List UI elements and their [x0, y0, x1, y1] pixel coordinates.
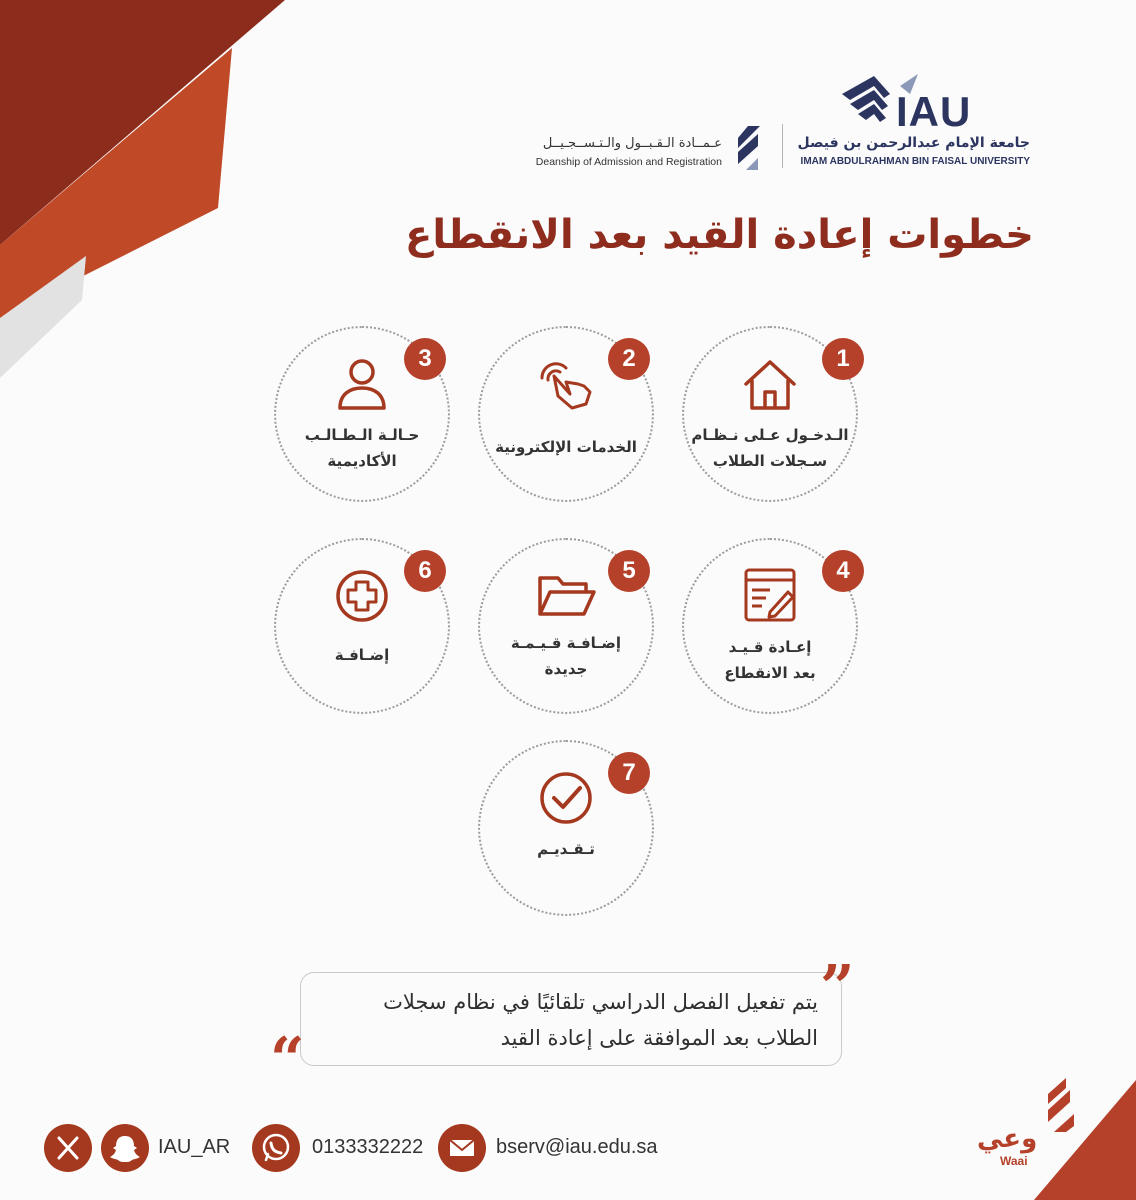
step-1 — [682, 326, 858, 502]
step-5 — [478, 538, 654, 714]
note-text — [298, 984, 818, 1056]
quote-close-icon: “ — [270, 1025, 305, 1095]
snapchat-icon[interactable] — [101, 1124, 149, 1172]
email-address[interactable]: bserv@iau.edu.sa — [496, 1136, 658, 1158]
step-label-line2: الأكاديمية — [327, 452, 397, 470]
check-circle-icon — [536, 770, 596, 826]
phone-number[interactable]: 0133332222 — [312, 1136, 424, 1158]
step-label-line2: جديدة — [544, 660, 588, 678]
step-label-line1: تـقـديـم — [537, 840, 595, 858]
step-number-badge: 6 — [404, 550, 446, 592]
iau-logo-text: IAU — [896, 88, 972, 135]
step-label-line1: إضـافـة قـيـمـة — [510, 634, 622, 652]
x-social-icon[interactable] — [44, 1124, 92, 1172]
step-label-line1: الخدمات الإلكترونية — [495, 438, 637, 456]
step-number-badge: 2 — [608, 338, 650, 380]
tap-hand-icon — [536, 356, 596, 412]
social-handle[interactable]: IAU_AR — [158, 1136, 231, 1158]
home-icon — [740, 356, 800, 412]
note-line-2: الطلاب بعد الموافقة على إعادة القيد — [500, 1026, 818, 1050]
whatsapp-icon[interactable] — [252, 1124, 300, 1172]
step-number-badge: 1 — [822, 338, 864, 380]
header-logos — [500, 60, 1040, 180]
logo-divider — [782, 124, 783, 168]
step-label-line1: إعـادة قـيـد — [728, 638, 812, 656]
deanship-name-ar: عـمــادة الـقـبــول والـتـســجـيــل — [542, 136, 722, 151]
note-line-1: يتم تفعيل الفصل الدراسي تلقائيًا في نظام سجلات — [383, 990, 818, 1014]
brand-name-ar: وعي — [977, 1124, 1038, 1154]
step-6 — [274, 538, 450, 714]
step-number-badge: 4 — [822, 550, 864, 592]
email-icon[interactable] — [438, 1124, 486, 1172]
deanship-name-en: Deanship of Admission and Registration — [535, 156, 722, 168]
folder-icon — [536, 568, 596, 624]
step-label-line2: بعد الانقطاع — [724, 664, 816, 682]
step-label-line1: الـدخـول عـلى نـظـام — [691, 426, 849, 444]
page-title: خطوات إعادة القيد بعد الانقطاع — [405, 212, 1034, 258]
waai-logo-icon — [1040, 1074, 1078, 1134]
step-7 — [478, 740, 654, 916]
plus-circle-icon — [332, 568, 392, 624]
deanship-emblem-icon — [734, 126, 762, 170]
step-3 — [274, 326, 450, 502]
step-label-line1: إضـافـة — [334, 646, 390, 664]
university-name-en: IMAM ABDULRAHMAN BIN FAISAL UNIVERSITY — [800, 156, 1030, 167]
step-label-line1: حـالـة الـطـالـب — [304, 426, 420, 444]
step-4 — [682, 538, 858, 714]
step-label-line2: سـجلات الطلاب — [712, 452, 828, 470]
user-icon — [332, 356, 392, 412]
quote-open-icon: ” — [820, 953, 855, 1023]
brand-name-en: Waai — [1000, 1154, 1028, 1168]
step-number-badge: 7 — [608, 752, 650, 794]
edit-form-icon — [740, 568, 800, 624]
step-2 — [478, 326, 654, 502]
university-name-ar: جامعة الإمام عبدالرحمن بن فيصل — [797, 135, 1030, 151]
step-number-badge: 3 — [404, 338, 446, 380]
step-number-badge: 5 — [608, 550, 650, 592]
